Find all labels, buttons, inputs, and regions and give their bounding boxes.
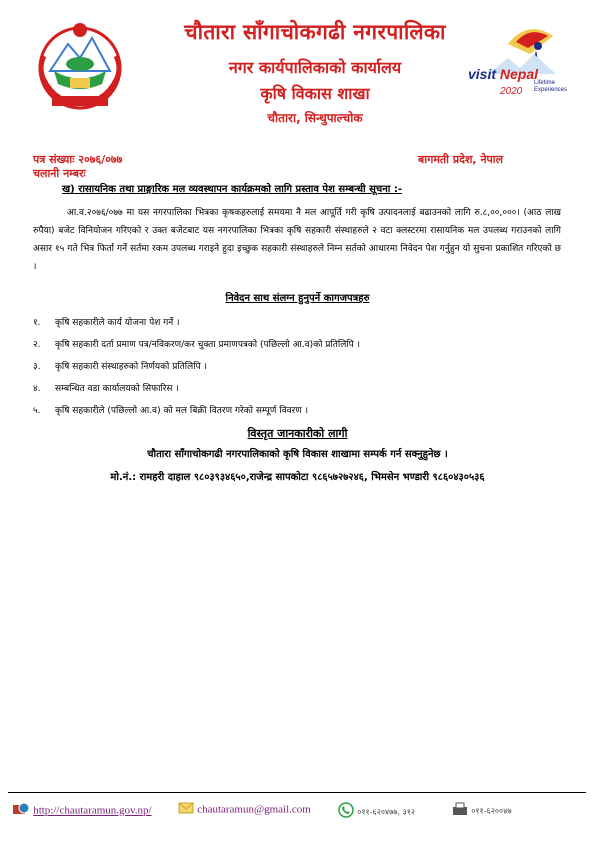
phone-number: ०११-६२०४७७, ३१२	[357, 807, 416, 817]
letter-number: पत्र संख्याः २०७६/०७७	[33, 153, 123, 166]
notice-body-text: आ.व.२०७६/०७७ मा यस नगरपालिका भित्रका कृषकहरुलाई समयमा नै मल आपूर्ति गरी कृषि उत्पादनलाई बढाउनको लागि रु.८,००,०००। (आठ लाख रुपैया) बजेट विनियोजन गरिएको र उक्त बजेटबाट यस नगरपालिका भित्रका कृषि सहकारी संस्थाहरुले २ वटा क्लस्टरमा रासायनिक मल उपलब्ध गराउनको लागि असार १५ गते भित्र फिर्ता गर्ने सर्तमा रकम उपलब्ध गराइने हुदा इच्छुक सहकारी संस्थाहरुले निम्न सर्तको आधारमा निवेदन पेश गर्नुहुन यो सुचना प्रकाशित गरिएको छ ।	[33, 208, 561, 272]
mail-icon	[178, 802, 194, 817]
globe-icon	[12, 802, 30, 819]
nepal-word: Nepal	[499, 66, 539, 82]
list-item: ४. सम्बन्धित वडा कार्यालयको सिफारिस ।	[33, 384, 179, 394]
list-item: ३. कृषि सहकारी संस्थाहरुको निर्णयको प्रतिलिपि ।	[33, 362, 207, 372]
phone-icon	[338, 802, 354, 821]
website-link[interactable]: http://chautaramun.gov.np/	[33, 804, 152, 817]
footer-email[interactable]	[178, 802, 311, 817]
list-item: ५. कृषि सहकारीले (पछिल्लो आ.व) को मल बिक्री वितरण गरेको सम्पूर्ण विवरण ।	[33, 406, 309, 416]
visit-word: visit	[468, 66, 497, 82]
contact-line: चौतारा साँगाचोकगढी नगरपालिकाको कृषि विकास शाखामा सम्पर्क गर्न सक्नुहुनेछ ।	[147, 449, 448, 460]
year-2020: 2020	[500, 86, 523, 97]
dispatch-number: चलानी नम्बरः	[33, 167, 86, 180]
footer-website[interactable]	[12, 802, 152, 819]
footer-fax	[452, 802, 512, 819]
tagline-experiences: Experiences	[534, 87, 568, 93]
fax-icon	[452, 802, 468, 819]
email-address[interactable]: chautaramun@gmail.com	[197, 803, 311, 816]
footer-phone	[338, 802, 415, 821]
office-address: चौतारा, सिन्धुपाल्चोक	[267, 111, 363, 125]
branch-title: कृषि विकास शाखा	[260, 84, 370, 103]
notice-body	[33, 204, 561, 276]
visit-nepal-2020-logo	[468, 14, 578, 104]
nepal-emblem-logo	[30, 16, 130, 116]
footer-divider	[8, 792, 586, 793]
detail-heading: विस्तृत जानकारीको लागी	[247, 427, 348, 440]
office-title: नगर कार्यपालिकाको कार्यालय	[228, 58, 402, 77]
tagline-lifetime: Lifetime	[534, 80, 556, 86]
province-label: बागमती प्रदेश, नेपाल	[418, 153, 504, 166]
list-item: १. कृषि सहकारीले कार्य योजना पेश गर्ने ।	[33, 318, 180, 328]
municipality-title: चौतारा साँगाचोकगढी नगरपालिका	[184, 20, 446, 44]
list-item: २. कृषि सहकारी दर्ता प्रमाण पत्र/नविकरण/कर चुक्ता प्रमाणपत्रको (पछिल्लो आ.व)को प्रतिलिपि ।	[33, 340, 361, 350]
contact-numbers: मो.नं.: रामहरी दाहाल ९८०३९३४६५०,राजेन्द्र सापकोटा ९८६५७२७२४६, भिमसेन भण्डारी ९८६०४३०५३६	[110, 472, 485, 483]
required-documents-heading: निवेदन साथ संलग्न हुनुपर्ने कागजपत्रहरु	[225, 293, 370, 304]
fax-number: ०११-६२००४७	[471, 806, 512, 816]
notice-subject: ख) रासायनिक तथा प्राङ्गारिक मल व्यवस्थापन कार्यक्रमको लागि प्रस्ताव पेश सम्बन्धी सूचना :-	[62, 184, 402, 195]
